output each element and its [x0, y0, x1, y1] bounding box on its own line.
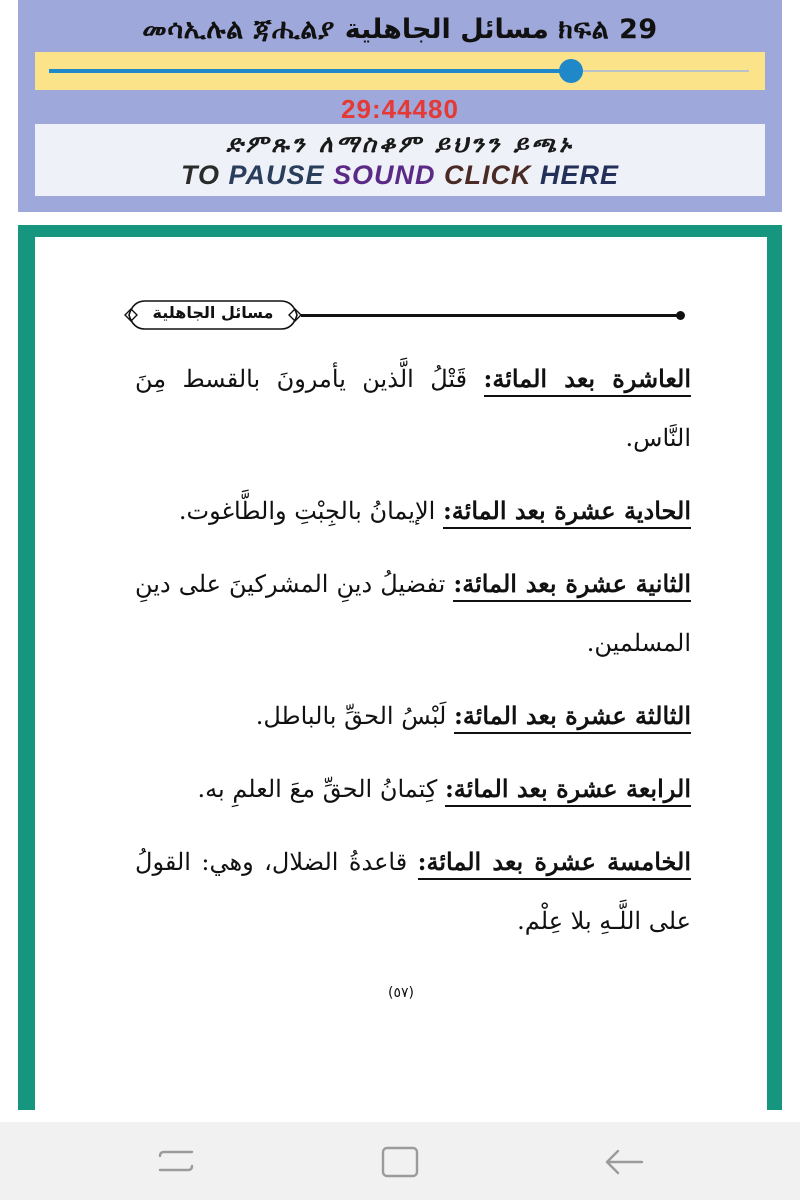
header-title: مسائل الجاهلية — [152, 303, 274, 322]
pause-word: CLICK — [444, 160, 541, 190]
book-paragraph — [135, 686, 691, 746]
book-text — [135, 349, 691, 964]
paragraph-text: لَبْسُ الحقِّ بالباطل. — [255, 702, 454, 730]
book-paragraph — [135, 554, 691, 673]
back-icon — [602, 1144, 646, 1180]
paragraph-label: الرابعة عشرة بعد المائة: — [445, 774, 691, 807]
header-rule — [301, 314, 683, 317]
back-button[interactable] — [602, 1144, 646, 1180]
pause-word: PAUSE — [228, 160, 333, 190]
pause-word: TO — [180, 160, 229, 190]
audio-player — [18, 0, 782, 212]
page-header — [123, 297, 683, 333]
paragraph-label: الثانية عشرة بعد المائة: — [453, 569, 691, 602]
page-number: (٥٧) — [388, 985, 414, 1001]
seek-progress — [49, 69, 571, 73]
seek-thumb[interactable] — [559, 59, 583, 83]
paragraph-text: كِتمانُ الحقِّ معَ العلمِ به. — [197, 775, 445, 803]
seek-bar[interactable] — [35, 52, 765, 90]
paragraph-text: تفضيلُ دينِ المشركينَ على دينِ المسلمين. — [135, 570, 691, 657]
header-rule-dot — [676, 311, 685, 320]
paragraph-label: الحادية عشرة بعد المائة: — [443, 496, 691, 529]
pause-label-english — [35, 160, 765, 191]
playback-timer: 29:44480 — [341, 94, 459, 124]
paragraph-label: الخامسة عشرة بعد المائة: — [418, 847, 691, 880]
paragraph-label: الثالثة عشرة بعد المائة: — [454, 701, 691, 734]
paragraph-text: قَتْلُ الَّذين يأمرونَ بالقسط مِنَ النَّاس. — [135, 365, 691, 452]
recent-apps-icon — [154, 1144, 198, 1180]
paragraph-label: العاشرة بعد المائة: — [484, 364, 692, 397]
paragraph-text: قاعدةُ الضلال، وهي: القولُ على اللَّـهِ بلا عِلْم. — [135, 848, 691, 935]
system-nav-bar — [0, 1122, 800, 1200]
home-button[interactable] — [378, 1144, 422, 1180]
pause-label-amharic: ድምጹን ለማስቆም ይህንን ይጫኑ — [226, 130, 574, 158]
home-icon — [378, 1144, 422, 1180]
book-paragraph — [135, 759, 691, 819]
lesson-title: መሳኢሉል ጃሒልያ مسائل الجاهلية ክፍል 29 — [142, 14, 658, 45]
book-paragraph — [135, 349, 691, 468]
paragraph-text: الإيمانُ بالجِبْتِ والطَّاغوت. — [178, 497, 443, 525]
book-page-frame — [18, 225, 782, 1110]
book-page — [35, 237, 767, 1122]
book-paragraph — [135, 481, 691, 541]
pause-word: SOUND — [333, 160, 445, 190]
header-title-badge — [123, 297, 303, 333]
pause-sound-button[interactable] — [35, 124, 765, 196]
recent-apps-button[interactable] — [154, 1144, 198, 1180]
book-paragraph — [135, 832, 691, 951]
pause-word: HERE — [540, 160, 620, 190]
